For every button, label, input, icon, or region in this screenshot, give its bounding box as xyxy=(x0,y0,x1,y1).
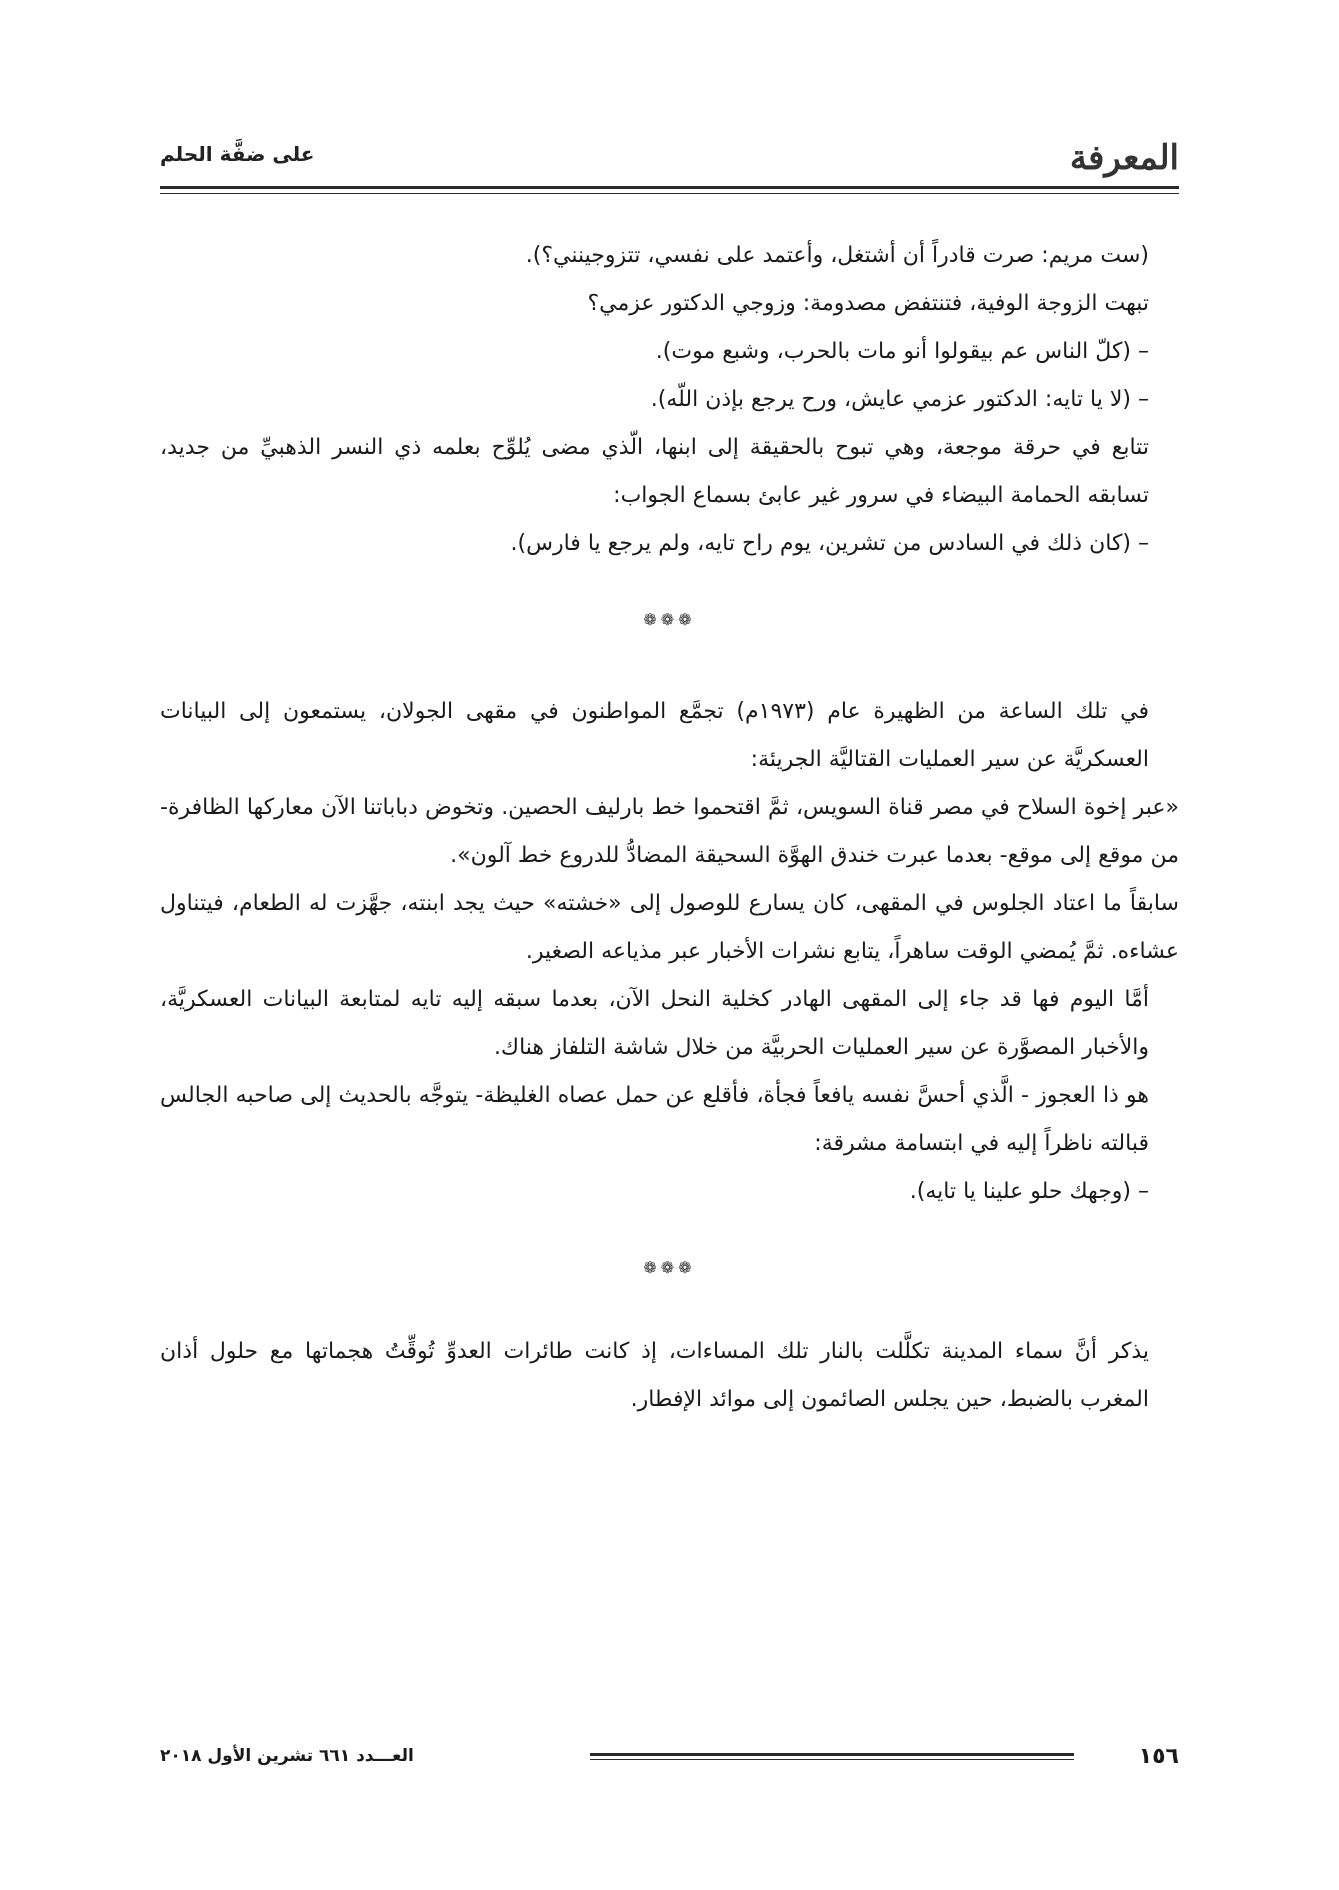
paragraph: هو ذا العجوز - الَّذي أحسَّ نفسه يافعاً فجأة، فأقلع عن حمل عصاه الغليظة- يتوجَّه بالحديث إلى صاحبه الجالس قبالته ناظراً إليه في ابتسامة مشرقة: xyxy=(160,1083,1149,1156)
article-title-header: على ضفَّة الحلم xyxy=(160,142,315,166)
paragraph: أمَّا اليوم فها قد جاء إلى المقهى الهادر كخلية النحل الآن، بعدما سبقه إليه تايه لمتابعة البيانات العسكريَّة، والأخبار المصوَّرة عن سير العمليات الحربيَّة من خلال شاشة التلفاز هناك. xyxy=(160,987,1149,1060)
dialog-line: – (كان ذلك في السادس من تشرين، يوم راح تايه، ولم يرجع يا فارس). xyxy=(510,531,1149,556)
paragraph: في تلك الساعة من الظهيرة عام (١٩٧٣م) تجمَّع المواطنون في مقهى الجولان، يستمعون إلى البيانات العسكريَّة عن سير العمليات القتاليَّة الجريئة: xyxy=(160,699,1149,772)
section-separator: ❁❁❁ xyxy=(643,610,696,629)
paragraph: (ست مريم: صرت قادراً أن أشتغل، وأعتمد على نفسي، تتزوجينني؟). xyxy=(525,243,1149,268)
footer-divider-thin xyxy=(590,1759,1074,1760)
paragraph: سابقاً ما اعتاد الجلوس في المقهى، كان يسارع للوصول إلى «خشته» حيث يجد ابنته، جهَّزت له الطعام، فيتناول عشاءه. ثمَّ يُمضي الوقت ساهراً، يتابع نشرات الأخبار عبر مذياعه الصغير. xyxy=(160,891,1179,964)
section-separator: ❁❁❁ xyxy=(643,1258,696,1277)
header-divider xyxy=(160,186,1179,189)
dialog-line: – (لا يا تايه: الدكتور عزمي عايش، ورح يرجع بإذن اللّه). xyxy=(650,387,1149,412)
quote-paragraph: «عبر إخوة السلاح في مصر قناة السويس، ثمَّ اقتحموا خط بارليف الحصين. وتخوض دباباتنا الآن معاركها الظافرة- من موقع إلى موقع- بعدما عبرت خندق الهوَّة السحيقة المضادُّ للدروع خط آلون». xyxy=(160,795,1179,868)
running-header xyxy=(160,128,1179,188)
header-divider-thin xyxy=(160,193,1179,194)
magazine-logo: المعرفة xyxy=(1069,138,1179,178)
dialog-line: – (وجهك حلو علينا يا تايه). xyxy=(909,1179,1149,1204)
article-body xyxy=(160,232,1179,1424)
page-footer xyxy=(160,1738,1179,1778)
paragraph: يذكر أنَّ سماء المدينة تكلَّلت بالنار تلك المساءات، إذ كانت طائرات العدوِّ تُوقِّتُ هجماتها مع حلول أذان المغرب بالضبط، حين يجلس الصائمون إلى موائد الإفطار. xyxy=(160,1339,1149,1412)
footer-divider xyxy=(590,1753,1074,1756)
page-number: ١٥٦ xyxy=(1138,1744,1179,1769)
dialog-line: – (كلّ الناس عم بيقولوا أنو مات بالحرب، وشبع موت). xyxy=(655,339,1149,364)
paragraph: تتابع في حرقة موجعة، وهي تبوح بالحقيقة إلى ابنها، الّذي مضى يُلوِّح بعلمه ذي النسر الذهبيِّ من جديد، تسابقه الحمامة البيضاء في سرور غير عابئ بسماع الجواب: xyxy=(160,435,1149,508)
issue-info: العـــدد ٦٦١ تشرين الأول ٢٠١٨ xyxy=(160,1746,414,1766)
paragraph: تبهت الزوجة الوفية، فتنتفض مصدومة: وزوجي الدكتور عزمي؟ xyxy=(587,291,1149,316)
